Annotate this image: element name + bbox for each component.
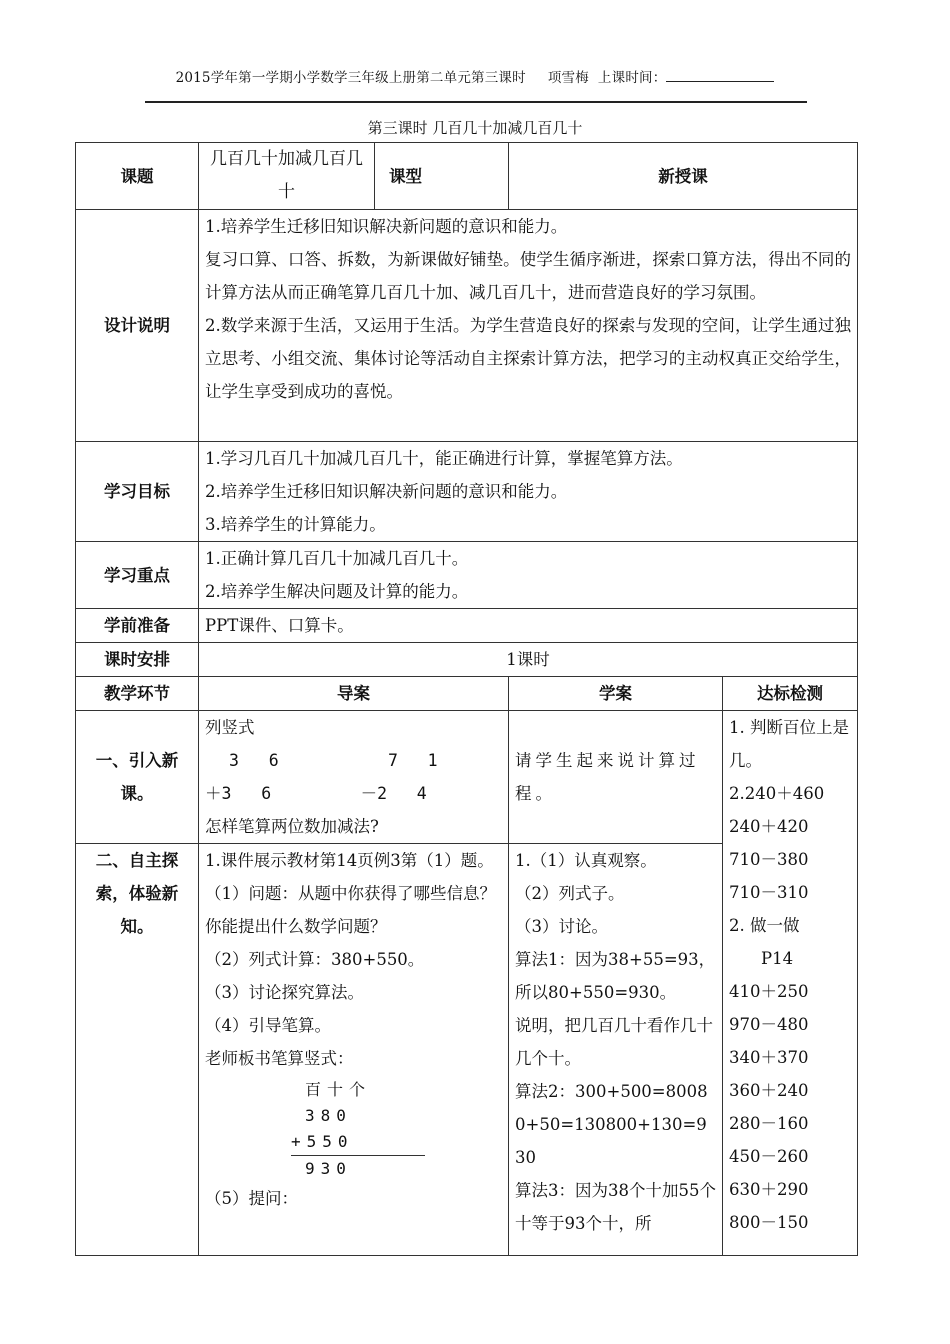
prep-value: PPT课件、口算卡。 bbox=[199, 609, 858, 643]
goal-item: 3.培养学生的计算能力。 bbox=[205, 515, 386, 534]
row-key bbox=[76, 542, 858, 609]
written-vertical bbox=[291, 1077, 502, 1182]
goal-item: 1.学习几百几十加减几百几十，能正确进行计算，掌握笔算方法。 bbox=[205, 449, 683, 468]
hours-label: 课时安排 bbox=[76, 643, 199, 677]
stage1-label: 一、引入新课。 bbox=[76, 711, 199, 844]
stage1-vertical bbox=[205, 744, 502, 810]
stage1-learn: 请学生起来说计算过程。 bbox=[509, 711, 723, 844]
check-item: 710－310 bbox=[729, 883, 809, 902]
guide-item: （2）列式计算：380+550。 bbox=[205, 950, 425, 969]
check-item: 800－150 bbox=[729, 1213, 809, 1232]
guide-item: 老师板书笔算竖式： bbox=[205, 1049, 354, 1068]
row-columns bbox=[76, 677, 858, 711]
check-item: 2.240＋460 bbox=[729, 784, 825, 803]
addend-1: 380 bbox=[305, 1106, 352, 1125]
stage1-guide-title: 列竖式 bbox=[205, 718, 255, 737]
col-stage: 教学环节 bbox=[76, 677, 199, 711]
check-item: 630＋290 bbox=[729, 1180, 809, 1199]
page-header bbox=[0, 66, 950, 86]
design-label: 设计说明 bbox=[76, 210, 199, 442]
check-item: 450－260 bbox=[729, 1147, 809, 1166]
stage2-learn bbox=[509, 844, 723, 1256]
key-item: 1.正确计算几百几十加减几百几十。 bbox=[205, 549, 469, 568]
goal-item: 2.培养学生迁移旧知识解决新问题的意识和能力。 bbox=[205, 482, 568, 501]
row-goals bbox=[76, 442, 858, 542]
check-item: 1. 判断百位上是几。 bbox=[729, 718, 849, 770]
goals-label: 学习目标 bbox=[76, 442, 199, 542]
key-content bbox=[199, 542, 858, 609]
check-item: 360＋240 bbox=[729, 1081, 809, 1100]
stage1-guide-question: 怎样笔算两位数加减法? bbox=[205, 817, 379, 836]
guide-item: 1.课件展示教材第14页例3第（1）题。 bbox=[205, 851, 494, 870]
teacher-name: 项雪梅 bbox=[547, 70, 589, 86]
learn-item: （2）列式子。 bbox=[515, 884, 625, 903]
guide-item: （4）引导笔算。 bbox=[205, 1016, 331, 1035]
row-prep bbox=[76, 609, 858, 643]
row-stage1 bbox=[76, 711, 858, 844]
learn-item: 算法1：因为38+55=93，所以80+550=930。 bbox=[515, 950, 716, 1002]
place-value-header: 百十个 bbox=[305, 1080, 372, 1099]
key-label: 学习重点 bbox=[76, 542, 199, 609]
learn-item: 算法3：因为38个十加55个十等于93个十，所 bbox=[515, 1181, 716, 1233]
sum: 930 bbox=[291, 1155, 425, 1182]
topic-label: 课题 bbox=[76, 143, 199, 210]
design-p3: 2.数学来源于生活，又运用于生活。为学生营造良好的探索与发现的空间，让学生通过独立思考、小组交流、集体讨论等活动自主探索计算方法，把学习的主动权真正交给学生，让学生享受到成功的喜悦。 bbox=[205, 316, 851, 401]
guide-item: （1）问题：从题中你获得了哪些信息？你能提出什么数学问题？ bbox=[205, 884, 496, 936]
col-learn: 学案 bbox=[509, 677, 723, 711]
goals-content bbox=[199, 442, 858, 542]
course-info: 2015学年第一学期小学数学三年级上册第二单元第三课时 bbox=[175, 70, 526, 86]
row-hours bbox=[76, 643, 858, 677]
check-item: 410＋250 bbox=[729, 982, 809, 1001]
learn-item: 1.（1）认真观察。 bbox=[515, 851, 657, 870]
check-item: P14 bbox=[761, 949, 794, 968]
check-item: 2. 做一做 bbox=[729, 916, 800, 935]
learn-item: 说明，把几百几十看作几十几个十。 bbox=[515, 1016, 713, 1068]
guide-item: （5）提问： bbox=[205, 1189, 298, 1208]
learn-item: 算法2：300+500=80080+50=130800+130=930 bbox=[515, 1082, 708, 1167]
stage2-label: 二、自主探索，体验新知。 bbox=[76, 844, 199, 1256]
type-value: 新授课 bbox=[509, 143, 858, 210]
type-label: 课型 bbox=[375, 143, 509, 210]
page-title: 第三课时 几百几十加减几百几十 bbox=[367, 119, 583, 137]
topic-value: 几百几十加减几百几十 bbox=[199, 143, 375, 210]
check-item: 240＋420 bbox=[729, 817, 809, 836]
vertical-row: ＋3 6 －2 4 bbox=[205, 784, 427, 803]
design-content bbox=[199, 210, 858, 442]
col-guide: 导案 bbox=[199, 677, 509, 711]
lesson-plan-table bbox=[75, 142, 858, 1256]
hours-value: 1课时 bbox=[199, 643, 858, 677]
time-blank bbox=[666, 69, 774, 82]
prep-label: 学前准备 bbox=[76, 609, 199, 643]
time-label: 上课时间： bbox=[597, 70, 667, 86]
check-item: 710－380 bbox=[729, 850, 809, 869]
check-item: 280－160 bbox=[729, 1114, 809, 1133]
check-item: 970－480 bbox=[729, 1015, 809, 1034]
check-item: 340＋370 bbox=[729, 1048, 809, 1067]
header-rule bbox=[145, 101, 807, 103]
check-content bbox=[723, 711, 858, 1256]
row-design bbox=[76, 210, 858, 442]
guide-item: （3）讨论探究算法。 bbox=[205, 983, 364, 1002]
design-p2: 复习口算、口答、拆数，为新课做好铺垫。使学生循序渐进，探索口算方法，得出不同的计算方法从而正确笔算几百几十加、减几百几十，进而营造良好的学习氛围。 bbox=[205, 250, 851, 302]
design-p1: 1.培养学生迁移旧知识解决新问题的意识和能力。 bbox=[205, 217, 568, 236]
row-topic bbox=[76, 143, 858, 210]
key-item: 2.培养学生解决问题及计算的能力。 bbox=[205, 582, 469, 601]
addend-2: +550 bbox=[291, 1132, 354, 1151]
stage1-guide bbox=[199, 711, 509, 844]
vertical-row: 3 6 7 1 bbox=[229, 751, 438, 770]
learn-item: （3）讨论。 bbox=[515, 917, 608, 936]
stage2-guide bbox=[199, 844, 509, 1256]
col-check: 达标检测 bbox=[723, 677, 858, 711]
